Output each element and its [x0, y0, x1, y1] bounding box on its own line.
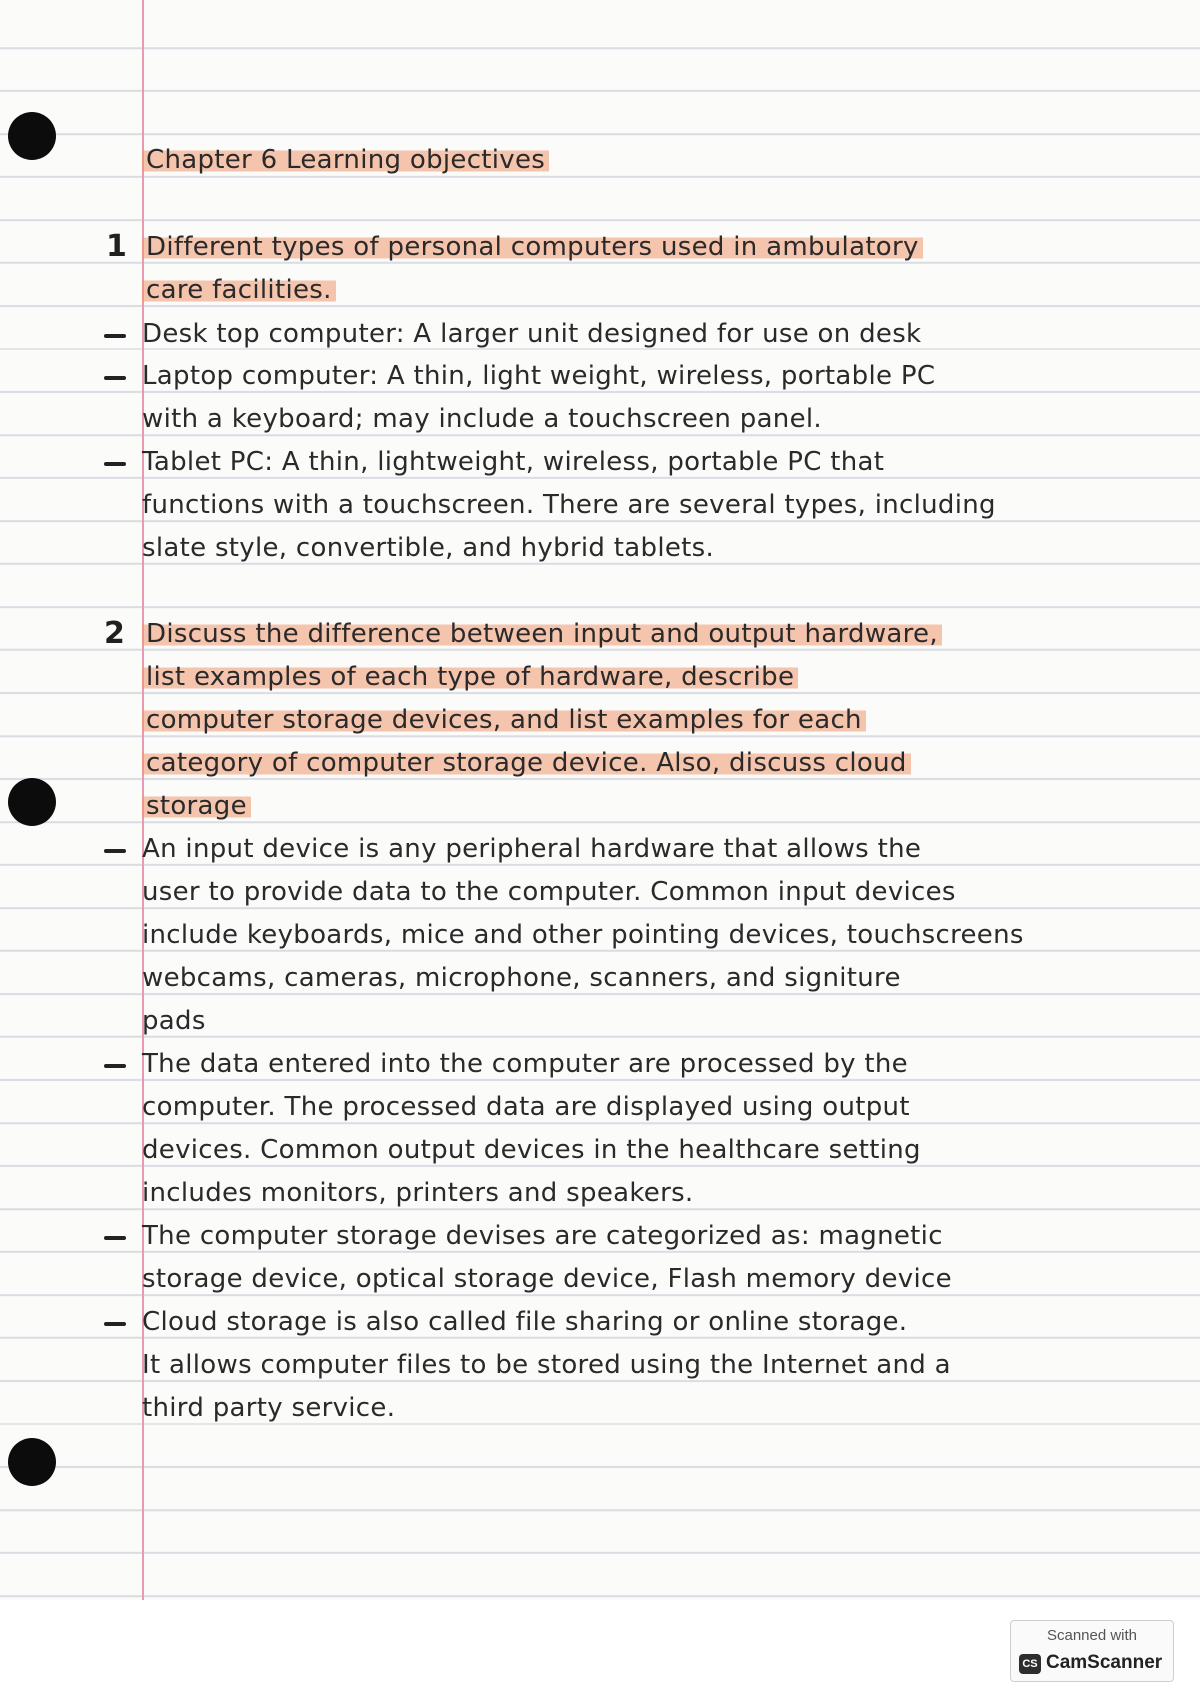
section-heading-line [142, 700, 866, 740]
note-line: webcams, cameras, microphone, scanners, and signiture [142, 963, 901, 993]
note-line: The data entered into the computer are processed by the [142, 1049, 908, 1079]
note-line: Cloud storage is also called file sharing or online storage. [142, 1307, 908, 1337]
note-line: storage device, optical storage device, Flash memory device [142, 1264, 952, 1294]
heading-text: computer storage devices, and list examples for each [142, 705, 866, 735]
bullet-dash [104, 1064, 126, 1068]
title-text: Chapter 6 Learning objectives [142, 145, 549, 175]
section-number: 2 [104, 616, 125, 651]
section-heading-line [142, 227, 923, 267]
page-title [142, 140, 549, 180]
bullet-dash [104, 334, 126, 338]
note-line: Desk top computer: A larger unit designed for use on desk [142, 319, 922, 349]
section-heading-line [142, 743, 911, 783]
heading-text: care facilities. [142, 275, 336, 305]
note-line: user to provide data to the computer. Common input devices [142, 877, 956, 907]
bullet-dash [104, 462, 126, 466]
bullet-dash [104, 849, 126, 853]
section-heading-line [142, 270, 336, 310]
bullet-dash [104, 376, 126, 380]
note-line: with a keyboard; may include a touchscreen panel. [142, 404, 822, 434]
binder-hole [8, 112, 56, 160]
note-line: An input device is any peripheral hardware that allows the [142, 834, 922, 864]
bullet-dash [104, 1236, 126, 1240]
section-heading-line [142, 614, 942, 654]
watermark-brand: CamScanner [1046, 1652, 1163, 1673]
note-line: Tablet PC: A thin, lightweight, wireless, portable PC that [142, 447, 885, 477]
note-line: The computer storage devises are categorized as: magnetic [142, 1221, 943, 1251]
section-number: 1 [106, 229, 127, 264]
heading-text: storage [142, 791, 251, 821]
binder-hole [8, 1438, 56, 1486]
heading-text: list examples of each type of hardware, describe [142, 662, 798, 692]
heading-text: Different types of personal computers used in ambulatory [142, 232, 923, 262]
section-heading-line [142, 786, 251, 826]
note-line: includes monitors, printers and speakers. [142, 1178, 694, 1208]
heading-text: category of computer storage device. Also, discuss cloud [142, 748, 911, 778]
watermark-caption: Scanned with [1046, 1627, 1138, 1644]
note-line: computer. The processed data are displayed using output [142, 1092, 910, 1122]
note-line: include keyboards, mice and other pointing devices, touchscreens [142, 920, 1024, 950]
camscanner-logo-icon: CS [1019, 1654, 1041, 1674]
bullet-dash [104, 1322, 126, 1326]
binder-hole [8, 778, 56, 826]
note-line: Laptop computer: A thin, light weight, wireless, portable PC [142, 361, 936, 391]
note-line: slate style, convertible, and hybrid tablets. [142, 533, 715, 563]
note-line: It allows computer files to be stored using the Internet and a [142, 1350, 951, 1380]
note-line: pads [142, 1006, 206, 1036]
note-line: devices. Common output devices in the healthcare setting [142, 1135, 921, 1165]
heading-text: Discuss the difference between input and output hardware, [142, 619, 942, 649]
section-heading-line [142, 657, 798, 697]
note-line: third party service. [142, 1393, 396, 1423]
note-line: functions with a touchscreen. There are several types, including [142, 490, 996, 520]
camscanner-watermark [1010, 1620, 1174, 1682]
